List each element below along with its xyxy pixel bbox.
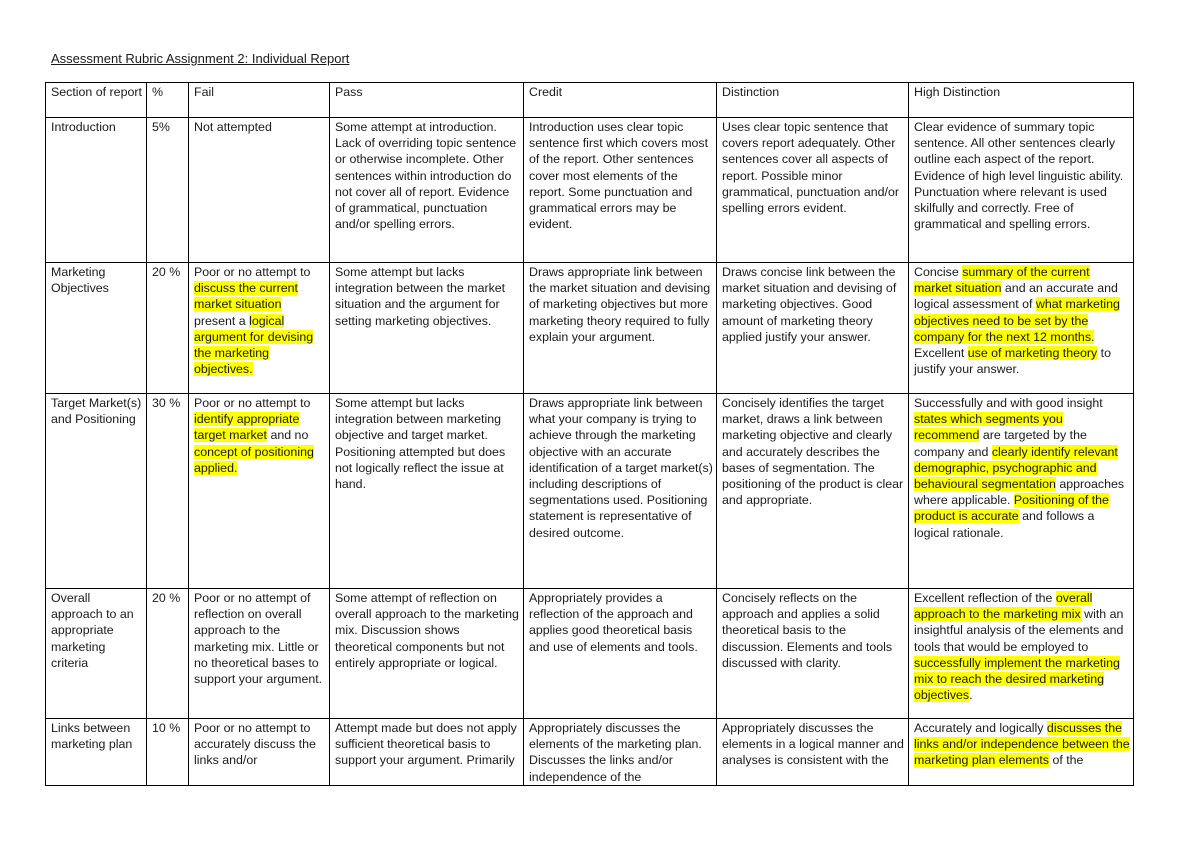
header-cell-fail: Fail bbox=[189, 83, 330, 118]
cell-text: Excellent reflection of the bbox=[914, 591, 1056, 605]
cell-text: are targeted by the company and bbox=[914, 428, 1087, 459]
cell-text: to justify your answer. bbox=[914, 346, 1111, 377]
cell-text: Appropriately discusses the elements in a logical manner and analyses is consistent with the bbox=[722, 721, 904, 768]
pass-cell bbox=[330, 263, 524, 394]
cell-text: Successfully and with good insight bbox=[914, 396, 1103, 410]
highlighted-text: overall approach to the marketing mix bbox=[914, 591, 1093, 622]
highlighted-text: concept of positioning applied. bbox=[194, 444, 314, 475]
document-title: Assessment Rubric Assignment 2: Individual Report bbox=[51, 51, 350, 66]
distinction-cell bbox=[717, 589, 909, 719]
cell-text: Poor or no attempt to bbox=[194, 396, 311, 410]
header-cell-credit: Credit bbox=[524, 83, 717, 118]
cell-text: Accurately and logically bbox=[914, 721, 1047, 735]
cell-text: . bbox=[969, 688, 973, 703]
percent-cell: 20 % bbox=[147, 589, 189, 719]
distinction-cell bbox=[717, 394, 909, 589]
highlighted-text: Positioning of the product is accurate bbox=[914, 493, 1109, 524]
percent-cell: 10 % bbox=[147, 719, 189, 786]
table-row bbox=[46, 263, 1134, 394]
header-row bbox=[46, 83, 1134, 118]
distinction-cell bbox=[717, 719, 909, 786]
fail-cell bbox=[189, 263, 330, 394]
table-row bbox=[46, 589, 1134, 719]
cell-text: Draws appropriate link between what your company is trying to achieve through the marketing objective with an accurate identification of a target market(s) including descriptions of segmentations used. Positioning statement is representative of desired outcome. bbox=[529, 396, 713, 540]
section-cell: Target Market(s) and Positioning bbox=[46, 394, 147, 589]
high-distinction-cell bbox=[909, 263, 1134, 394]
highlighted-text: successfully implement the marketing mix to reach the desired marketing objectives bbox=[914, 655, 1120, 703]
fail-cell bbox=[189, 118, 330, 263]
header-cell-distinction: Distinction bbox=[717, 83, 909, 118]
section-cell: Introduction bbox=[46, 118, 147, 263]
credit-cell bbox=[524, 263, 717, 394]
highlighted-text: states which segments you recommend bbox=[914, 412, 1063, 443]
pass-cell bbox=[330, 719, 524, 786]
high-distinction-cell bbox=[909, 589, 1134, 719]
section-cell: Links between marketing plan bbox=[46, 719, 147, 786]
cell-text: and follows a logical rationale. bbox=[914, 509, 1095, 540]
cell-text: Draws appropriate link between the market situation and devising of marketing objectives but more marketing theory required to fully explain your argument. bbox=[529, 265, 711, 344]
credit-cell bbox=[524, 394, 717, 589]
pass-cell bbox=[330, 394, 524, 589]
cell-text: and no bbox=[267, 428, 309, 443]
fail-cell bbox=[189, 589, 330, 719]
header-cell-pass: Pass bbox=[330, 83, 524, 118]
high-distinction-cell bbox=[909, 394, 1134, 589]
rubric-table bbox=[45, 82, 1134, 786]
cell-text: present a bbox=[194, 313, 250, 328]
cell-text: Poor or no attempt to accurately discuss the links and/or bbox=[194, 721, 316, 768]
cell-text: Concisely reflects on the approach and applies a solid theoretical basis to the discussion. Elements and tools discussed with clarity. bbox=[722, 591, 893, 670]
distinction-cell bbox=[717, 263, 909, 394]
highlighted-text: logical argument for devising the marketing objectives. bbox=[194, 313, 314, 377]
cell-text: Not attempted bbox=[194, 120, 272, 134]
credit-cell bbox=[524, 589, 717, 719]
table-row bbox=[46, 394, 1134, 589]
highlighted-text: identify appropriate target market bbox=[194, 412, 300, 443]
distinction-cell bbox=[717, 118, 909, 263]
pass-cell bbox=[330, 589, 524, 719]
cell-text: and an accurate and logical assessment of bbox=[914, 281, 1118, 312]
cell-text: approaches where applicable. bbox=[914, 477, 1125, 508]
cell-text: Draws concise link between the market situation and devising of marketing objectives. Good amount of marketing theory applied justify your answer. bbox=[722, 265, 897, 344]
cell-text: Some attempt at introduction. Lack of overriding topic sentence or otherwise incomplete. Other sentences within introduction do not cover all of report. Evidence of grammatical, punctuation and/or spelling errors. bbox=[335, 120, 517, 232]
section-cell: Overall approach to an appropriate marketing criteria bbox=[46, 589, 147, 719]
cell-text: Attempt made but does not apply sufficient theoretical basis to support your argument. Primarily bbox=[335, 721, 517, 768]
cell-text: Appropriately provides a reflection of the approach and applies good theoretical basis and use of elements and tools. bbox=[529, 591, 698, 654]
section-cell: Marketing Objectives bbox=[46, 263, 147, 394]
cell-text: Excellent bbox=[914, 346, 968, 361]
cell-text: Poor or no attempt of reflection on overall approach to the marketing mix. Little or no theoretical bases to support your argument. bbox=[194, 591, 323, 687]
high-distinction-cell bbox=[909, 719, 1134, 786]
fail-cell bbox=[189, 394, 330, 589]
highlighted-text: what marketing objectives need to be set by the company for the next 12 months. bbox=[914, 297, 1120, 344]
table-row bbox=[46, 719, 1134, 786]
credit-cell bbox=[524, 719, 717, 786]
percent-cell: 20 % bbox=[147, 263, 189, 394]
highlighted-text: discusses the links and/or independence between the marketing plan elements bbox=[914, 721, 1130, 768]
table-row bbox=[46, 118, 1134, 263]
cell-text: Appropriately discusses the elements of the marketing plan. Discusses the links and/or independence of the bbox=[529, 721, 702, 784]
cell-text: Concise bbox=[914, 265, 963, 279]
high-distinction-cell bbox=[909, 118, 1134, 263]
highlighted-text: discuss the current market situation bbox=[194, 281, 298, 312]
fail-cell bbox=[189, 719, 330, 786]
cell-text: of the bbox=[1049, 753, 1084, 768]
credit-cell bbox=[524, 118, 717, 263]
cell-text: Clear evidence of summary topic sentence. All other sentences clearly outline each aspect of the report. Evidence of high level linguistic ability. Punctuation where relevant is used skilfully and correctly. Free of grammatical and spelling errors. bbox=[914, 120, 1124, 232]
cell-text: Poor or no attempt to bbox=[194, 265, 311, 279]
highlighted-text: use of marketing theory bbox=[967, 346, 1098, 361]
cell-text: Concisely identifies the target market, draws a link between marketing objective and clearly and accurately describes the bases of segmentation. The positioning of the product is clear and appropriate. bbox=[722, 396, 904, 508]
highlighted-text: clearly identify relevant demographic, psychographic and behavioural segmentation bbox=[914, 444, 1118, 492]
cell-text: Introduction uses clear topic sentence first which covers most of the report. Other sentences cover most elements of the report. Some punctuation and grammatical errors may be evident. bbox=[529, 120, 709, 232]
pass-cell bbox=[330, 118, 524, 263]
header-cell-section: Section of report bbox=[46, 83, 147, 118]
highlighted-text: summary of the current market situation bbox=[914, 265, 1090, 296]
percent-cell: 30 % bbox=[147, 394, 189, 589]
cell-text: Some attempt of reflection on overall approach to the marketing mix. Discussion shows theoretical components but not entirely appropriate or logical. bbox=[335, 591, 519, 670]
percent-cell: 5% bbox=[147, 118, 189, 263]
cell-text: with an insightful analysis of the elements and tools that would be employed to bbox=[914, 607, 1124, 654]
header-cell-percent: % bbox=[147, 83, 189, 118]
cell-text: Some attempt but lacks integration between marketing objective and target market. Positioning attempted but does not logically reflect the issue at hand. bbox=[335, 396, 506, 492]
header-cell-high-distinction: High Distinction bbox=[909, 83, 1134, 118]
cell-text: Uses clear topic sentence that covers report adequately. Other sentences cover all aspects of report. Possible minor grammatical, punctuation and/or spelling errors evident. bbox=[722, 120, 900, 216]
cell-text: Some attempt but lacks integration between the market situation and the argument for setting marketing objectives. bbox=[335, 265, 506, 328]
